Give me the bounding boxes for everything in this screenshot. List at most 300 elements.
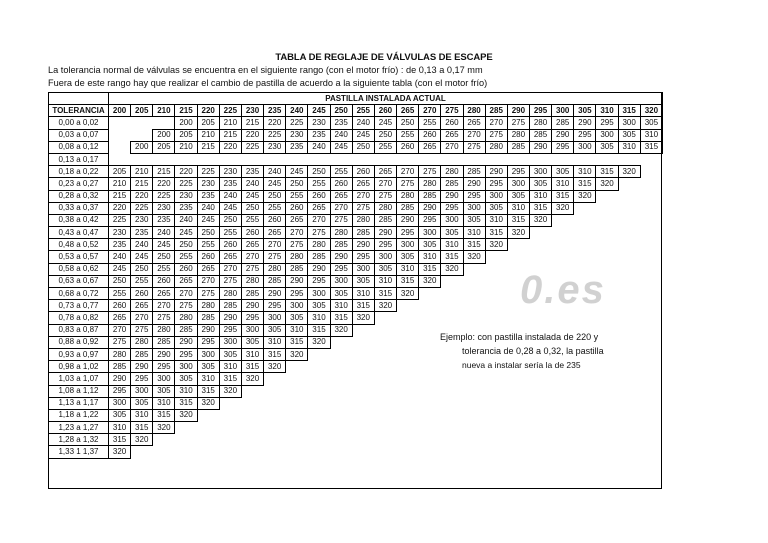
empty-cell [397,361,419,373]
empty-cell [397,422,419,434]
value-cell: 320 [286,348,308,360]
value-cell: 305 [374,263,396,275]
value-cell: 260 [264,214,286,226]
value-cell: 300 [397,239,419,251]
column-header: 285 [485,105,507,117]
value-cell: 295 [175,348,197,360]
empty-cell [618,178,640,190]
value-cell: 300 [574,141,596,153]
value-cell: 280 [308,239,330,251]
value-cell: 265 [330,190,352,202]
empty-cell [419,300,441,312]
value-cell: 220 [264,117,286,129]
empty-cell [529,397,551,409]
value-cell: 315 [308,324,330,336]
empty-cell [219,397,241,409]
value-cell: 280 [131,336,153,348]
value-cell: 250 [352,141,374,153]
value-cell: 305 [640,117,662,129]
empty-cell [286,446,308,458]
value-cell: 315 [219,373,241,385]
value-cell: 240 [241,178,263,190]
value-cell: 245 [131,251,153,263]
empty-cell [330,385,352,397]
value-cell: 270 [241,251,263,263]
empty-cell [441,373,463,385]
value-cell: 285 [286,263,308,275]
empty-cell [574,202,596,214]
empty-cell [374,446,396,458]
table-row [49,166,663,178]
value-cell: 280 [109,348,131,360]
empty-cell [485,251,507,263]
value-cell: 250 [109,275,131,287]
empty-cell [618,361,640,373]
value-cell: 295 [219,324,241,336]
empty-cell [618,263,640,275]
empty-cell [109,153,131,165]
empty-cell [574,239,596,251]
table-row [49,117,663,129]
value-cell: 265 [197,263,219,275]
intro-text-1: La tolerancia normal de válvulas se encuentra en el siguiente rango (con el motor frío) : de 0,13 a 0,17 mm [48,65,483,75]
tolerance-cell: 0,00 a 0,02 [49,117,109,129]
value-cell: 285 [374,214,396,226]
value-cell: 235 [308,129,330,141]
value-cell: 265 [153,288,175,300]
tolerance-cell: 0,58 a 0,62 [49,263,109,275]
value-cell: 240 [219,190,241,202]
empty-cell [264,385,286,397]
value-cell: 285 [175,324,197,336]
empty-cell [241,385,263,397]
value-cell: 275 [219,275,241,287]
empty-cell [618,434,640,446]
empty-cell [507,312,529,324]
value-cell: 285 [463,166,485,178]
column-header: 275 [441,105,463,117]
value-cell: 315 [485,227,507,239]
empty-cell [352,422,374,434]
value-cell: 320 [219,385,241,397]
empty-cell [507,409,529,421]
empty-cell [463,312,485,324]
value-cell: 250 [131,263,153,275]
value-cell: 245 [330,141,352,153]
value-cell: 295 [241,312,263,324]
empty-cell [596,385,618,397]
empty-cell [507,239,529,251]
empty-cell [241,446,263,458]
empty-cell [397,300,419,312]
empty-cell [264,422,286,434]
empty-cell [419,373,441,385]
table-row [49,153,663,165]
value-cell: 230 [175,190,197,202]
table-row [49,190,663,202]
empty-cell [153,117,175,129]
value-cell: 285 [529,129,551,141]
empty-cell [618,190,640,202]
empty-cell [286,397,308,409]
value-cell: 250 [264,190,286,202]
value-cell: 210 [175,141,197,153]
value-cell: 225 [131,202,153,214]
value-cell: 250 [153,251,175,263]
tolerance-cell: 0,33 a 0,37 [49,202,109,214]
empty-cell [596,202,618,214]
value-cell: 210 [131,166,153,178]
value-cell: 245 [286,166,308,178]
value-cell: 265 [374,166,396,178]
empty-cell [352,373,374,385]
value-cell: 225 [153,190,175,202]
document-title: TABLA DE REGLAJE DE VÁLVULAS DE ESCAPE [275,52,493,63]
empty-cell [485,409,507,421]
empty-cell [219,409,241,421]
empty-cell [397,446,419,458]
tolerance-cell: 0,48 a 0,52 [49,239,109,251]
empty-cell [596,190,618,202]
value-cell: 295 [308,275,330,287]
value-cell: 240 [330,129,352,141]
value-cell: 310 [175,385,197,397]
value-cell: 285 [552,117,574,129]
value-cell: 270 [131,312,153,324]
empty-cell [330,153,352,165]
empty-cell [308,348,330,360]
value-cell: 235 [131,227,153,239]
value-cell: 270 [264,239,286,251]
value-cell: 200 [131,141,153,153]
value-cell: 250 [175,239,197,251]
value-cell: 210 [109,178,131,190]
value-cell: 270 [153,300,175,312]
empty-cell [397,336,419,348]
value-cell: 275 [352,202,374,214]
value-cell: 260 [419,129,441,141]
value-cell: 225 [197,166,219,178]
value-cell: 275 [507,117,529,129]
value-cell: 270 [197,275,219,287]
table-row [49,129,663,141]
empty-cell [618,288,640,300]
value-cell: 290 [463,178,485,190]
value-cell: 300 [419,227,441,239]
empty-cell [574,251,596,263]
value-cell: 220 [131,190,153,202]
empty-cell [574,434,596,446]
empty-cell [330,446,352,458]
value-cell: 290 [241,300,263,312]
empty-cell [552,312,574,324]
empty-cell [529,385,551,397]
empty-cell [618,202,640,214]
empty-cell [596,446,618,458]
value-cell: 270 [330,202,352,214]
empty-cell [131,153,153,165]
example-line-1: Ejemplo: con pastilla instalada de 220 y [440,332,599,342]
value-cell: 315 [264,348,286,360]
value-cell: 315 [352,300,374,312]
empty-cell [197,446,219,458]
value-cell: 290 [197,324,219,336]
column-header: 235 [264,105,286,117]
value-cell: 280 [153,324,175,336]
empty-cell [264,446,286,458]
table-row [49,312,663,324]
value-cell: 300 [197,348,219,360]
empty-cell [441,409,463,421]
empty-cell [397,397,419,409]
empty-cell [441,153,463,165]
empty-cell [574,446,596,458]
empty-cell [352,336,374,348]
value-cell: 310 [286,324,308,336]
empty-cell [552,214,574,226]
empty-cell [618,397,640,409]
table-row [49,251,663,263]
tolerance-cell: 0,18 a 0,22 [49,166,109,178]
tolerance-cell: 0,08 a 0,12 [49,141,109,153]
value-cell: 275 [109,336,131,348]
empty-cell [618,385,640,397]
value-cell: 320 [596,178,618,190]
empty-cell [264,409,286,421]
value-cell: 255 [419,117,441,129]
column-header: 225 [219,105,241,117]
empty-cell [419,385,441,397]
value-cell: 275 [463,141,485,153]
value-cell: 315 [153,409,175,421]
empty-cell [352,153,374,165]
value-cell: 300 [596,129,618,141]
value-cell: 275 [397,178,419,190]
empty-cell [552,397,574,409]
empty-cell [219,422,241,434]
empty-cell [308,409,330,421]
empty-cell [507,251,529,263]
column-header: 300 [552,105,574,117]
empty-cell [308,373,330,385]
value-cell: 295 [109,385,131,397]
value-cell: 230 [109,227,131,239]
empty-cell [529,409,551,421]
empty-cell [153,446,175,458]
value-cell: 320 [485,239,507,251]
value-cell: 250 [241,202,263,214]
column-header: 200 [109,105,131,117]
value-cell: 315 [507,214,529,226]
value-cell: 305 [308,300,330,312]
value-cell: 265 [419,141,441,153]
value-cell: 255 [286,190,308,202]
empty-cell [640,397,662,409]
value-cell: 265 [441,129,463,141]
empty-cell [419,348,441,360]
empty-cell [640,202,662,214]
empty-cell [441,434,463,446]
column-header: 230 [241,105,263,117]
value-cell: 250 [219,214,241,226]
value-cell: 240 [352,117,374,129]
intro-text-2: Fuera de este rango hay que realizar el cambio de pastilla de acuerdo a la siguiente tabla (con el motor frío) [48,78,488,88]
value-cell: 290 [374,227,396,239]
value-cell: 290 [397,214,419,226]
empty-cell [441,275,463,287]
empty-cell [374,409,396,421]
value-cell: 230 [197,178,219,190]
value-cell: 300 [131,385,153,397]
value-cell: 275 [153,312,175,324]
empty-cell [574,373,596,385]
empty-cell [618,153,640,165]
empty-cell [640,300,662,312]
value-cell: 220 [241,129,263,141]
value-cell: 320 [618,166,640,178]
value-cell: 300 [264,312,286,324]
value-cell: 280 [264,263,286,275]
table-row [49,434,663,446]
empty-cell [552,153,574,165]
tolerance-cell: 0,03 a 0,07 [49,129,109,141]
empty-cell [131,117,153,129]
empty-cell [397,409,419,421]
value-cell: 245 [153,239,175,251]
value-cell: 285 [441,178,463,190]
value-cell: 235 [109,239,131,251]
value-cell: 285 [507,141,529,153]
empty-cell [441,397,463,409]
empty-cell [441,312,463,324]
empty-cell [286,409,308,421]
value-cell: 255 [241,214,263,226]
empty-cell [529,446,551,458]
table-row [49,202,663,214]
value-cell: 295 [552,141,574,153]
value-cell: 320 [397,288,419,300]
empty-cell [618,348,640,360]
empty-cell [529,227,551,239]
value-cell: 265 [241,239,263,251]
value-cell: 205 [175,129,197,141]
empty-cell [419,312,441,324]
tolerance-cell: 1,08 a 1,12 [49,385,109,397]
empty-cell [197,422,219,434]
value-cell: 300 [485,190,507,202]
empty-cell [485,153,507,165]
value-cell: 300 [374,251,396,263]
tolerance-cell: 1,33 1 1,37 [49,446,109,458]
empty-cell [618,409,640,421]
value-cell: 295 [374,239,396,251]
value-cell: 235 [219,178,241,190]
empty-cell [507,397,529,409]
empty-cell [264,397,286,409]
empty-cell [485,397,507,409]
value-cell: 315 [596,166,618,178]
empty-cell [463,409,485,421]
empty-cell [441,446,463,458]
table-row [49,409,663,421]
empty-cell [640,275,662,287]
value-cell: 275 [374,190,396,202]
value-cell: 285 [352,227,374,239]
empty-cell [197,153,219,165]
value-cell: 295 [264,300,286,312]
value-cell: 260 [308,190,330,202]
empty-cell [574,214,596,226]
value-cell: 300 [529,166,551,178]
value-cell: 310 [374,275,396,287]
value-cell: 240 [308,141,330,153]
empty-cell [529,373,551,385]
empty-cell [463,422,485,434]
value-cell: 320 [507,227,529,239]
value-cell: 320 [197,397,219,409]
value-cell: 235 [286,141,308,153]
value-cell: 215 [153,166,175,178]
empty-cell [463,153,485,165]
empty-cell [264,373,286,385]
empty-cell [419,434,441,446]
value-cell: 265 [286,214,308,226]
value-cell: 230 [219,166,241,178]
empty-cell [618,227,640,239]
table-row [49,141,663,153]
empty-cell [507,422,529,434]
value-cell: 305 [596,141,618,153]
value-cell: 315 [463,239,485,251]
empty-cell [308,434,330,446]
value-cell: 305 [264,324,286,336]
value-cell: 245 [197,214,219,226]
empty-cell [640,190,662,202]
value-cell: 310 [640,129,662,141]
value-cell: 260 [109,300,131,312]
column-header: 250 [330,105,352,117]
value-cell: 320 [419,275,441,287]
empty-cell [596,312,618,324]
value-cell: 220 [175,166,197,178]
value-cell: 275 [308,227,330,239]
tolerance-cell: 1,13 a 1,17 [49,397,109,409]
empty-cell [618,251,640,263]
value-cell: 310 [352,288,374,300]
empty-cell [419,409,441,421]
value-cell: 280 [175,312,197,324]
empty-cell [596,409,618,421]
empty-cell [529,434,551,446]
empty-cell [574,312,596,324]
empty-cell [397,373,419,385]
value-cell: 320 [374,300,396,312]
value-cell: 240 [131,239,153,251]
empty-cell [463,300,485,312]
value-cell: 310 [109,422,131,434]
empty-cell [397,434,419,446]
empty-cell [463,288,485,300]
value-cell: 315 [397,275,419,287]
empty-cell [441,288,463,300]
tolerance-cell: 0,78 a 0,82 [49,312,109,324]
value-cell: 320 [308,336,330,348]
value-cell: 205 [197,117,219,129]
value-cell: 280 [330,227,352,239]
empty-cell [618,336,640,348]
empty-cell [618,324,640,336]
empty-cell [397,153,419,165]
